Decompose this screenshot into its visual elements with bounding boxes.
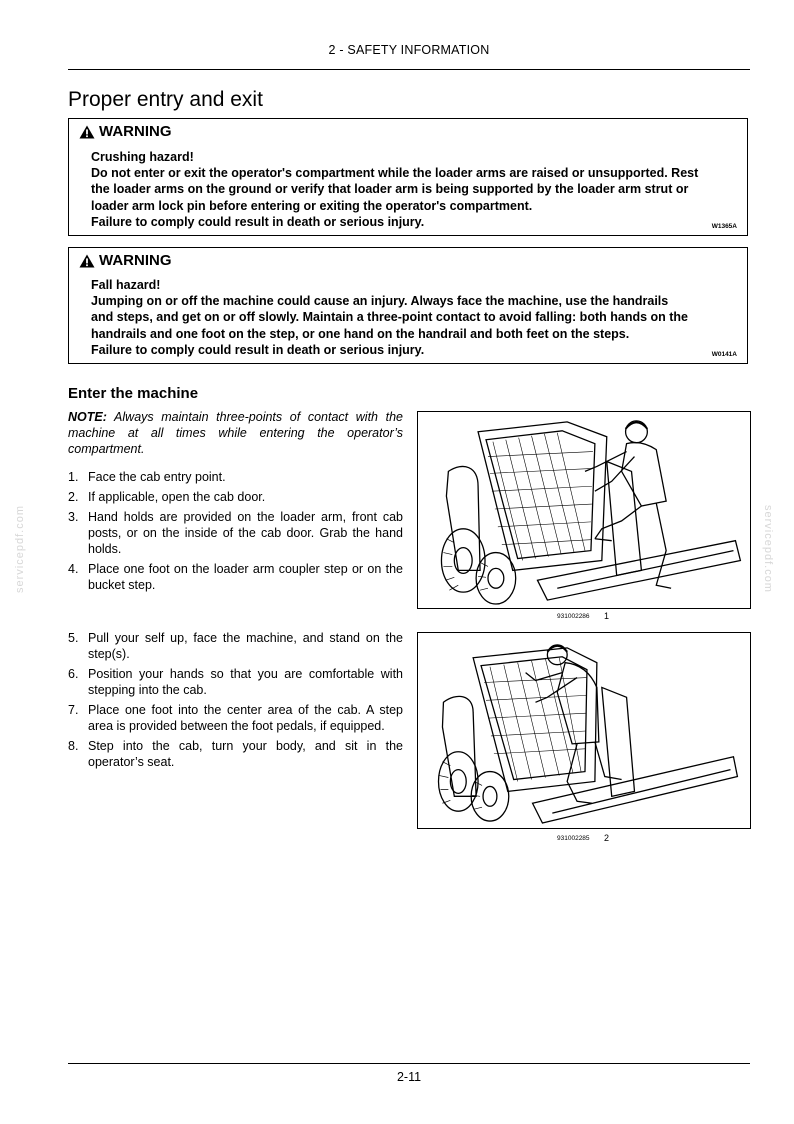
list-item: 5. Pull your self up, face the machine, and stand on the step(s). — [68, 631, 403, 661]
warning-body — [91, 277, 727, 358]
warning-line: Failure to comply could result in death or serious injury. — [91, 342, 425, 357]
header-divider — [68, 69, 750, 70]
warning-heading — [79, 252, 172, 269]
skid-steer-entry-illustration — [418, 412, 750, 608]
watermark-left: servicepdf.com — [14, 505, 26, 593]
list-item: 3. Hand holds are provided on the loader arm, front cab posts, or on the inside of the cab door. Grab the hand holds. — [68, 510, 403, 556]
section-title: Enter the machine — [68, 385, 199, 402]
steps-list-bottom — [68, 630, 403, 774]
warning-heading — [79, 123, 172, 140]
figure-code: 931002285 — [557, 835, 590, 842]
warning-line: Jumping on or off the machine could cause an injury. Always face the machine, use the handrails — [91, 294, 669, 309]
section-header: 2 - SAFETY INFORMATION — [328, 43, 490, 57]
watermark-right: servicepdf.com — [762, 505, 774, 593]
figure-number: 1 — [604, 611, 610, 621]
list-item: 7. Place one foot into the center area of the cab. A step area is provided between the foot pedals, if equipped. — [68, 703, 403, 733]
list-item: 8. Step into the cab, turn your body, and sit in the operator’s seat. — [68, 739, 403, 769]
footer-divider — [68, 1063, 750, 1064]
warning-code: W1365A — [711, 223, 737, 230]
warning-hazard: Crushing hazard! — [91, 150, 194, 164]
figure-operator-entering-loader — [417, 411, 751, 609]
warning-line: loader arm lock pin before entering or exiting the operator's compartment. — [91, 198, 533, 213]
note-text: Always maintain three-points of contact with the machine at all times while entering the operator’s compartment. — [68, 410, 403, 456]
warning-box-crushing — [68, 118, 748, 236]
warning-line: and steps, and get on or off slowly. Maintain a three-point contact to avoid falling: both hands on the — [91, 310, 689, 325]
warning-body — [91, 149, 727, 230]
skid-steer-cab-illustration — [418, 633, 750, 828]
page-number: 2-11 — [396, 1070, 422, 1084]
warning-label: WARNING — [99, 123, 172, 140]
note — [68, 409, 403, 457]
warning-hazard: Fall hazard! — [91, 278, 161, 292]
figure-code: 931002286 — [557, 613, 590, 620]
warning-line: handrails and one foot on the step, or one hand on the handrail and both feet on the steps. — [91, 326, 630, 341]
steps-list-top — [68, 469, 403, 597]
note-label: NOTE: — [68, 410, 107, 424]
warning-label: WARNING — [99, 252, 172, 269]
list-item: 2. If applicable, open the cab door. — [68, 490, 266, 504]
page-title: Proper entry and exit — [68, 88, 263, 111]
warning-line: Failure to comply could result in death or serious injury. — [91, 214, 425, 229]
list-item: 6. Position your hands so that you are comfortable with stepping into the cab. — [68, 667, 403, 697]
warning-line: Do not enter or exit the operator's compartment while the loader arms are raised or unsupported. Rest — [91, 166, 699, 181]
warning-triangle-icon — [79, 254, 95, 268]
list-item: 4. Place one foot on the loader arm coupler step or on the bucket step. — [68, 562, 403, 592]
warning-code: W0141A — [711, 351, 737, 358]
warning-line: the loader arms on the ground or verify that loader arm is being supported by the loader arm strut or — [91, 182, 689, 197]
warning-box-fall — [68, 247, 748, 364]
list-item: 1. Face the cab entry point. — [68, 470, 226, 484]
figure-number: 2 — [604, 833, 610, 843]
warning-triangle-icon — [79, 125, 95, 139]
figure-operator-stepping-into-cab — [417, 632, 751, 829]
